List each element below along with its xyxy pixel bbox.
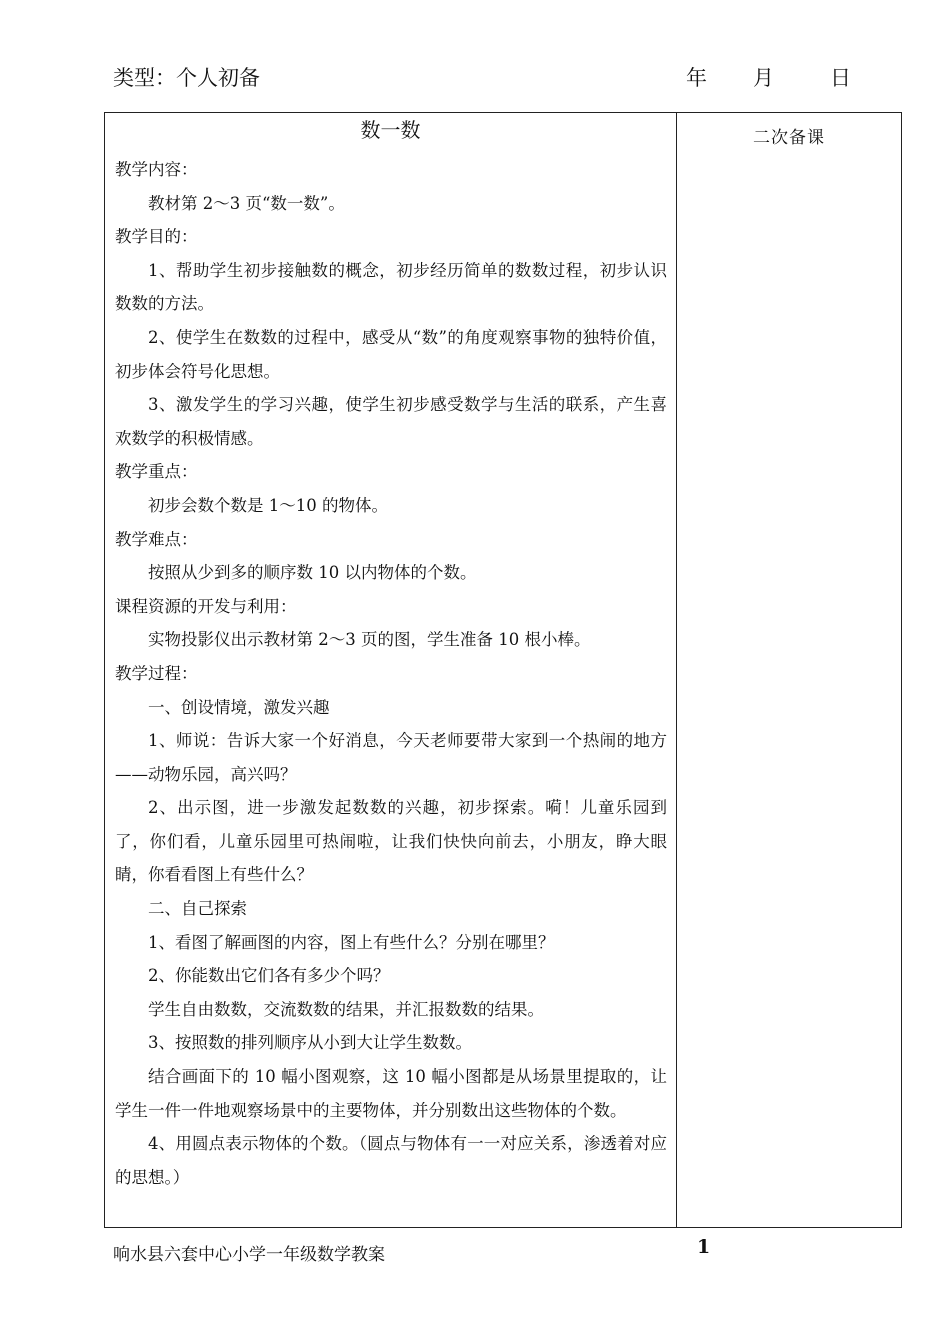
lesson-paragraph: 一、创设情境，激发兴趣 <box>148 697 330 717</box>
lesson-paragraph: 1、帮助学生初步接触数的概念，初步经历简单的数数过程，初步认识数数的方法。 <box>115 260 667 314</box>
lesson-paragraph: 按照从少到多的顺序数 10 以内物体的个数。 <box>148 563 477 583</box>
lesson-paragraph: 教学目的： <box>115 227 198 247</box>
day-label: 日 <box>830 66 851 90</box>
year-label: 年 <box>686 66 707 90</box>
lesson-paragraph: 2、出示图，进一步激发起数数的兴趣，初步探索。嗬！儿童乐园到了，你们看，儿童乐园里可热闹啦，让我们快快向前去，小朋友，睁大眼睛，你看看图上有些什么？ <box>115 798 667 885</box>
lesson-title: 数一数 <box>360 118 421 142</box>
lesson-paragraph: 3、按照数的排列顺序从小到大让学生数数。 <box>148 1033 472 1053</box>
lesson-paragraph: 学生自由数数，交流数数的结果，并汇报数数的结果。 <box>148 999 544 1019</box>
lesson-paragraph: 教材第 2～3 页“数一数”。 <box>148 193 345 213</box>
second-prep-title: 二次备课 <box>753 128 825 148</box>
lesson-paragraph: 教学内容： <box>115 160 198 179</box>
second-prep-column <box>677 113 901 1227</box>
lesson-content <box>105 153 676 1194</box>
footer-school: 响水县六套中心小学一年级数学教案 <box>113 1245 385 1265</box>
lesson-paragraph: 二、自己探索 <box>148 899 247 919</box>
lesson-paragraph: 1、师说：告诉大家一个好消息，今天老师要带大家到一个热闹的地方——动物乐园，高兴吗？ <box>115 731 667 784</box>
lesson-paragraph: 结合画面下的 10 幅小图观察，这 10 幅小图都是从场景里提取的，让学生一件一件地观察场景中的主要物体，并分别数出这些物体的个数。 <box>115 1067 667 1120</box>
page-number: 1 <box>697 1236 711 1258</box>
lesson-paragraph: 2、使学生在数数的过程中，感受从“数”的角度观察事物的独特价值，初步体会符号化思想。 <box>115 327 667 381</box>
lesson-paragraph: 教学过程： <box>115 663 198 683</box>
page-header <box>113 62 853 94</box>
lesson-paragraph: 初步会数个数是 1～10 的物体。 <box>148 495 388 515</box>
lesson-plan-column <box>105 113 676 1227</box>
lesson-paragraph: 教学难点： <box>115 529 198 549</box>
lesson-table <box>104 112 902 1228</box>
lesson-paragraph: 课程资源的开发与利用： <box>115 596 297 616</box>
lesson-paragraph: 教学重点： <box>115 462 198 482</box>
lesson-paragraph: 1、看图了解画图的内容，图上有些什么？分别在哪里？ <box>148 932 555 952</box>
lesson-paragraph: 2、你能数出它们各有多少个吗？ <box>148 966 390 986</box>
lesson-paragraph: 实物投影仪出示教材第 2～3 页的图，学生准备 10 根小棒。 <box>148 630 591 650</box>
lesson-paragraph: 3、激发学生的学习兴趣，使学生初步感受数学与生活的联系，产生喜欢数学的积极情感。 <box>115 395 667 448</box>
lesson-paragraph: 4、用圆点表示物体的个数。（圆点与物体有一一对应关系，渗透着对应的思想。） <box>115 1134 667 1187</box>
type-label: 类型：个人初备 <box>113 66 260 90</box>
month-label: 月 <box>753 66 774 90</box>
